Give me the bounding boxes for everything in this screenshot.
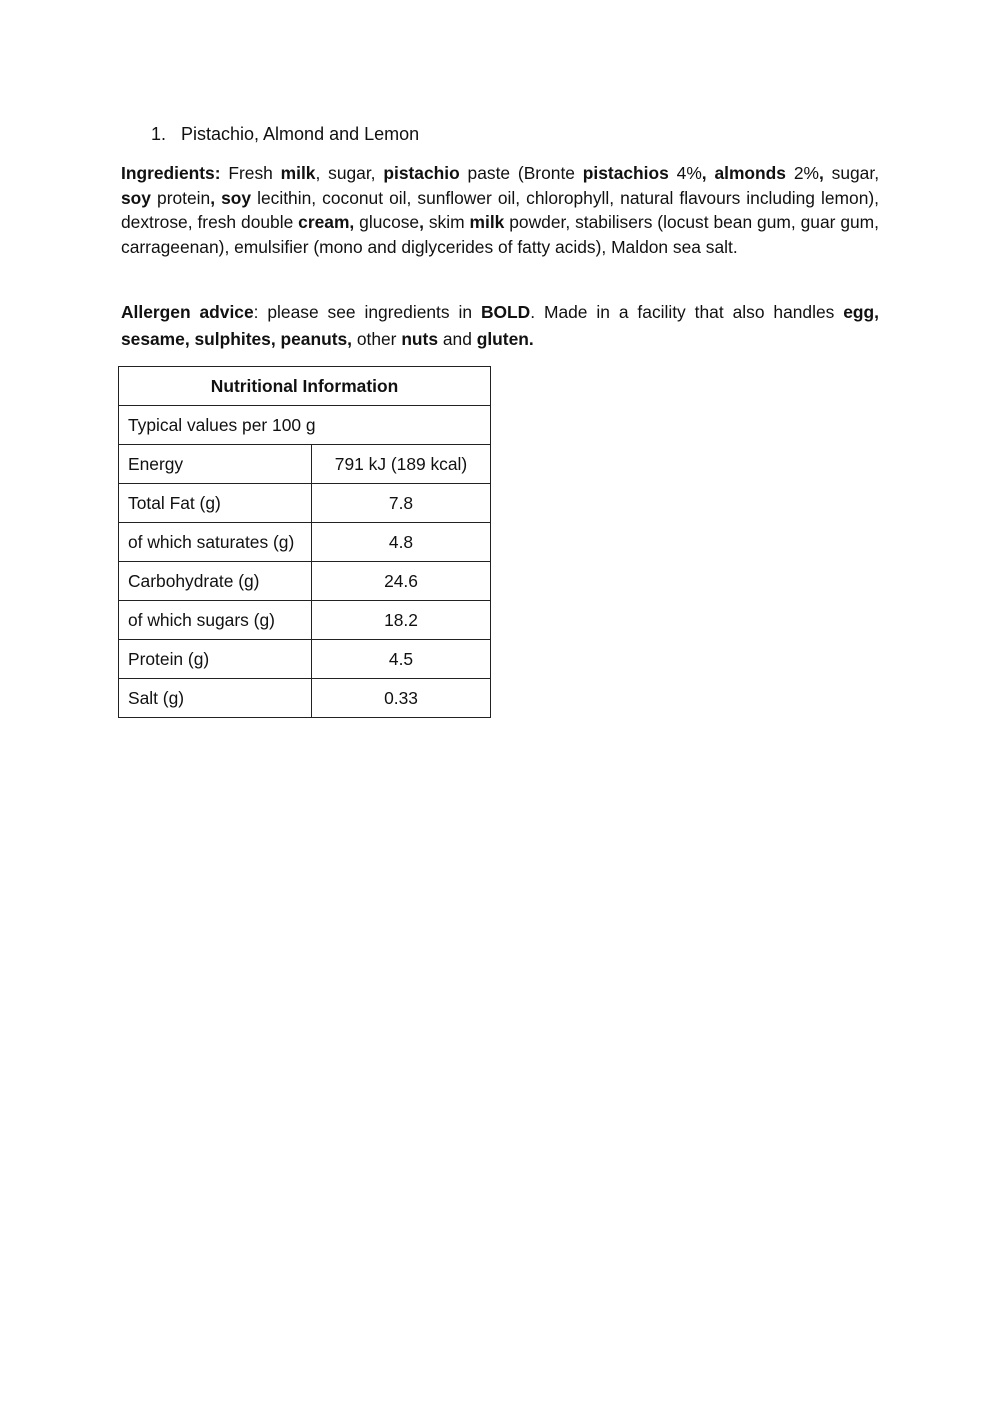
table-row [119, 640, 491, 679]
ingredients-text: glucose [354, 212, 420, 233]
ingredients-text: , sugar, [315, 163, 384, 183]
ingredients-bold: pistachios [582, 163, 669, 183]
row-value: 24.6 [312, 562, 491, 601]
allergen-text: : please see ingredients in [253, 302, 481, 322]
row-value: 7.8 [312, 484, 491, 523]
ingredients-bold: pistachio [383, 163, 460, 183]
allergen-text: . Made in a facility that also handles [530, 302, 844, 322]
allergen-bold: egg, sesame, sulphites, peanuts, [121, 302, 879, 349]
row-value: 4.8 [312, 523, 491, 562]
table-row [119, 484, 491, 523]
table-subtitle-row [119, 406, 491, 445]
table-title: Nutritional Information [119, 367, 491, 406]
ingredients-bold: milk [469, 212, 505, 233]
section-heading [151, 122, 419, 146]
heading-text: Pistachio, Almond and Lemon [181, 124, 420, 144]
row-label: of which sugars (g) [119, 601, 312, 640]
nutrition-table [118, 366, 491, 718]
row-label: Protein (g) [119, 640, 312, 679]
ingredients-text: powder, stabilisers (locust bean gum, guar gum, carrageenan), emulsifier (mono and diglycerides of fatty acids), Maldon sea salt. [121, 212, 880, 257]
ingredients-bold: , almonds [701, 163, 786, 183]
heading-number: 1. [151, 124, 167, 144]
ingredients-text: paste (Bronte [459, 163, 583, 183]
table-title-row [119, 367, 491, 406]
allergen-bold: gluten. [476, 329, 534, 349]
allergen-text: other [352, 329, 402, 349]
row-label: Total Fat (g) [119, 484, 312, 523]
ingredients-bold: , [419, 212, 424, 233]
row-label: of which saturates (g) [119, 523, 312, 562]
row-value: 4.5 [312, 640, 491, 679]
ingredients-text: sugar, [823, 163, 880, 183]
row-label: Energy [119, 445, 312, 484]
table-row [119, 562, 491, 601]
table-row [119, 601, 491, 640]
ingredients-bold: , soy [210, 187, 252, 208]
ingredients-text: lecithin, coconut oil, sunflower oil, chlorophyll, natural flavours including lemon), dextrose, fresh double [121, 187, 879, 233]
table-row [119, 445, 491, 484]
ingredients-text: protein [150, 187, 211, 208]
ingredients-bold: cream, [298, 212, 355, 233]
allergen-paragraph [121, 299, 879, 353]
row-label: Carbohydrate (g) [119, 562, 312, 601]
ingredients-paragraph [121, 161, 879, 259]
ingredients-text: 4% [668, 163, 702, 183]
table-row [119, 523, 491, 562]
table-row [119, 679, 491, 718]
ingredients-text: Fresh [220, 163, 281, 183]
row-value: 18.2 [312, 601, 491, 640]
allergen-label: Allergen advice [121, 302, 254, 322]
ingredients-bold: soy [121, 187, 151, 208]
row-value: 0.33 [312, 679, 491, 718]
row-value: 791 kJ (189 kcal) [312, 445, 491, 484]
table-subtitle: Typical values per 100 g [119, 406, 491, 445]
allergen-text: and [438, 329, 477, 349]
row-label: Salt (g) [119, 679, 312, 718]
ingredients-text: skim [423, 212, 470, 233]
ingredients-bold: milk [280, 163, 316, 183]
allergen-bold: nuts [401, 329, 439, 349]
ingredients-label: Ingredients: [121, 163, 221, 183]
ingredients-text: 2% [785, 163, 819, 183]
allergen-bold: BOLD [480, 302, 531, 322]
ingredients-bold: , [818, 163, 824, 183]
